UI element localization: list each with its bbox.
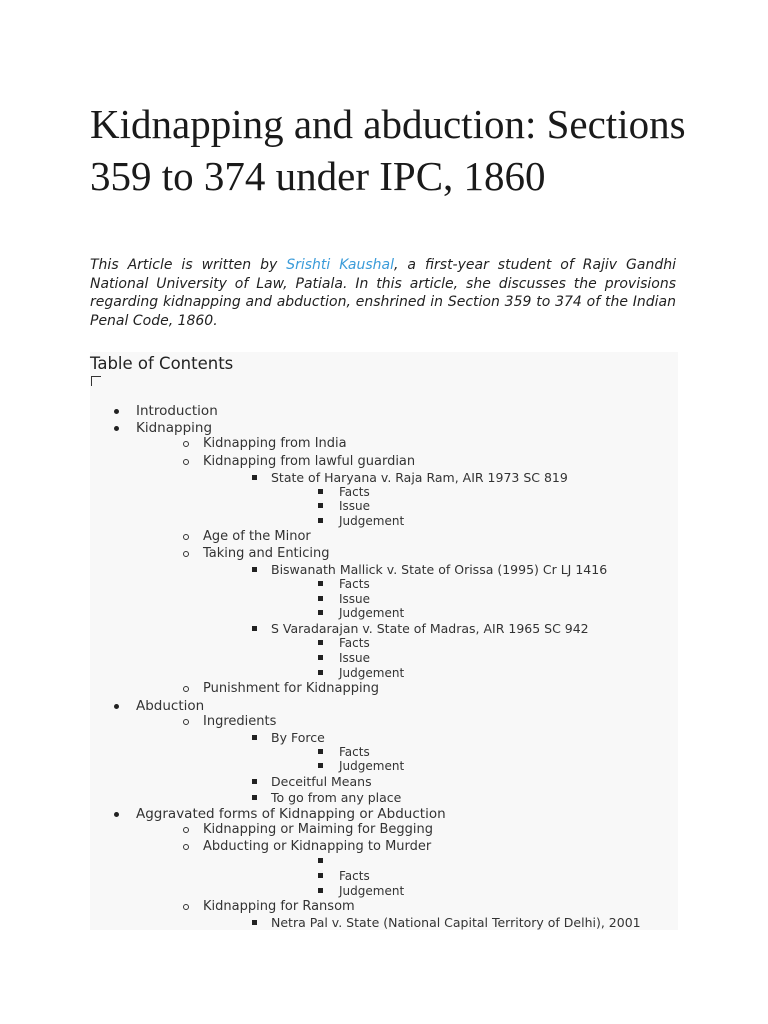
toc-item-label[interactable]: Aggravated forms of Kidnapping or Abduction xyxy=(136,805,446,822)
square-bullet-icon xyxy=(318,581,323,586)
toc-item-label[interactable]: Facts xyxy=(339,744,370,759)
article-title: Kidnapping and abduction: Sections 359 to 374 under IPC, 1860 xyxy=(90,101,686,199)
toc-item-label[interactable]: Facts xyxy=(339,577,370,592)
toc-item[interactable] xyxy=(203,822,433,837)
toc-item[interactable] xyxy=(271,774,372,789)
toc-item[interactable] xyxy=(339,869,370,883)
toc-item-label[interactable]: S Varadarajan v. State of Madras, AIR 1965 SC 942 xyxy=(271,621,589,637)
toc-item-label[interactable]: Judgement xyxy=(339,759,405,774)
toc-item[interactable] xyxy=(339,577,370,591)
square-bullet-icon xyxy=(318,763,323,768)
toc-item-label[interactable]: Kidnapping from lawful guardian xyxy=(203,453,416,469)
square-bullet-icon xyxy=(318,518,323,523)
toc-item-label[interactable]: Judgement xyxy=(339,513,405,528)
toc-item-label[interactable]: Deceitful Means xyxy=(271,774,372,790)
toc-item-label[interactable]: Introduction xyxy=(136,403,218,419)
square-bullet-icon xyxy=(318,503,323,508)
square-bullet-icon xyxy=(318,610,323,615)
toc-item-label[interactable]: By Force xyxy=(271,729,325,745)
toc-item-label[interactable]: To go from any place xyxy=(271,789,402,805)
toc-item[interactable] xyxy=(203,546,330,561)
toc-item[interactable] xyxy=(339,745,370,759)
intro-prefix: This Article is written by xyxy=(90,257,287,273)
circle-bullet-icon xyxy=(183,534,189,540)
toc-item[interactable] xyxy=(271,562,607,577)
toc-item[interactable] xyxy=(203,681,379,696)
toc-item-label[interactable]: Facts xyxy=(339,868,370,883)
toc-item-label[interactable]: Punishment for Kidnapping xyxy=(203,680,380,696)
toc-item-label[interactable]: Ingredients xyxy=(203,713,277,729)
toc-item[interactable] xyxy=(203,899,355,914)
toc-item-label[interactable]: Kidnapping for Ransom xyxy=(203,898,355,914)
circle-bullet-icon xyxy=(183,459,189,465)
author-link[interactable]: Srishti Kaushal xyxy=(286,257,395,273)
toc-item-label[interactable]: Abduction xyxy=(136,697,205,714)
square-bullet-icon xyxy=(318,873,323,878)
square-bullet-icon xyxy=(252,567,257,572)
table-of-contents xyxy=(90,352,678,930)
square-bullet-icon xyxy=(318,596,323,601)
circle-bullet-icon xyxy=(183,719,189,725)
square-bullet-icon xyxy=(252,626,257,631)
toc-item-label[interactable]: Biswanath Mallick v. State of Orissa (1995) Cr LJ 1416 xyxy=(271,562,608,578)
toc-item[interactable] xyxy=(339,514,404,528)
toc-toggle-icon[interactable] xyxy=(91,376,101,386)
square-bullet-icon xyxy=(318,655,323,660)
toc-item[interactable] xyxy=(203,714,276,729)
square-bullet-icon xyxy=(252,920,257,925)
toc-item[interactable] xyxy=(339,884,404,898)
circle-bullet-icon xyxy=(183,844,189,850)
toc-item[interactable] xyxy=(136,698,204,714)
toc-item[interactable] xyxy=(339,485,370,499)
square-bullet-icon xyxy=(252,735,257,740)
toc-item-label[interactable]: Kidnapping xyxy=(136,420,213,436)
square-bullet-icon xyxy=(252,779,257,784)
intro-suffix: , a first-year student of Rajiv Gandhi National University of Law, Patiala. In this article, she discusses the provisions regarding kidnapping and abduction, enshrined in Section 359 to 374 of the Indian Penal Code, 1860. xyxy=(90,257,676,329)
toc-item-label[interactable]: Judgement xyxy=(339,883,405,898)
toc-item[interactable] xyxy=(271,790,401,805)
toc-item[interactable] xyxy=(339,651,370,665)
toc-item[interactable] xyxy=(339,666,404,680)
toc-item-label[interactable]: Kidnapping from India xyxy=(203,436,347,451)
toc-item-label[interactable]: Taking and Enticing xyxy=(203,546,330,562)
circle-bullet-icon xyxy=(183,441,189,447)
toc-item[interactable] xyxy=(271,621,589,636)
toc-item[interactable] xyxy=(203,436,347,451)
toc-item[interactable] xyxy=(339,636,370,650)
toc-item[interactable] xyxy=(203,839,431,854)
toc-item[interactable] xyxy=(203,454,415,469)
toc-item[interactable] xyxy=(271,915,641,930)
toc-title: Table of Contents xyxy=(90,354,234,373)
toc-item[interactable] xyxy=(203,529,311,544)
circle-bullet-icon xyxy=(183,904,189,910)
toc-item-label[interactable]: Facts xyxy=(339,636,370,651)
square-bullet-icon xyxy=(318,888,323,893)
toc-item-label[interactable]: Kidnapping or Maiming for Begging xyxy=(203,821,433,837)
toc-item[interactable] xyxy=(136,403,218,419)
disc-bullet-icon xyxy=(114,704,119,709)
article-intro xyxy=(90,256,676,330)
toc-item[interactable] xyxy=(136,806,446,822)
square-bullet-icon xyxy=(318,670,323,675)
toc-item[interactable] xyxy=(136,420,212,436)
square-bullet-icon xyxy=(318,749,323,754)
disc-bullet-icon xyxy=(114,812,119,817)
toc-item-label[interactable]: Age of the Minor xyxy=(203,528,311,544)
toc-item[interactable] xyxy=(271,470,568,485)
toc-item-label[interactable]: Judgement xyxy=(339,665,405,680)
square-bullet-icon xyxy=(252,475,257,480)
toc-item[interactable] xyxy=(339,499,370,513)
square-bullet-icon xyxy=(318,640,323,645)
square-bullet-icon xyxy=(318,489,323,494)
toc-item-label[interactable]: Facts xyxy=(339,484,370,499)
square-bullet-icon xyxy=(318,858,323,863)
disc-bullet-icon xyxy=(114,409,119,414)
toc-item[interactable] xyxy=(339,592,370,606)
toc-item-label[interactable]: Issue xyxy=(339,651,371,665)
circle-bullet-icon xyxy=(183,551,189,557)
toc-item[interactable] xyxy=(271,730,325,745)
toc-item-label[interactable]: Judgement xyxy=(339,606,405,621)
circle-bullet-icon xyxy=(183,686,189,692)
disc-bullet-icon xyxy=(114,426,119,431)
toc-item[interactable] xyxy=(339,606,404,620)
circle-bullet-icon xyxy=(183,827,189,833)
toc-item[interactable] xyxy=(339,759,404,773)
square-bullet-icon xyxy=(252,795,257,800)
toc-item-label[interactable]: State of Haryana v. Raja Ram, AIR 1973 SC 819 xyxy=(271,469,568,485)
toc-item-label[interactable]: Abducting or Kidnapping to Murder xyxy=(203,839,432,855)
toc-item-label[interactable]: Netra Pal v. State (National Capital Territory of Delhi), 2001 xyxy=(271,914,641,930)
toc-item-label[interactable]: Issue xyxy=(339,591,371,606)
toc-item-label[interactable]: Issue xyxy=(339,499,371,514)
